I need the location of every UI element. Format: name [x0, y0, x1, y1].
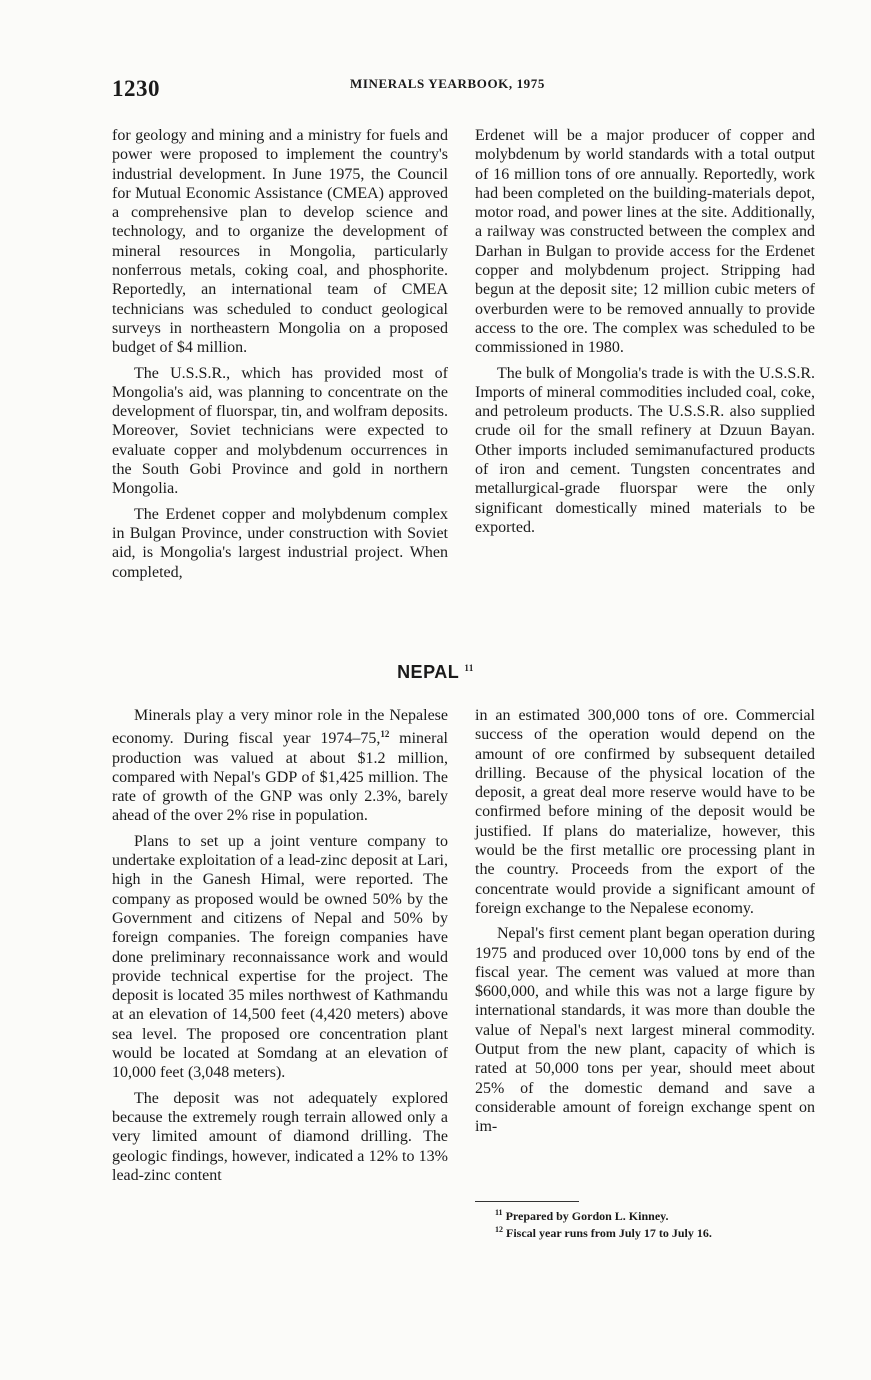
nepal-right-column [475, 706, 815, 1137]
nepal-left-column [112, 706, 448, 1185]
section-title: NEPAL [397, 662, 459, 682]
paragraph: Plans to set up a joint venture company to undertake exploitation of a lead-zinc deposit at Lari, high in the Ganesh Himal, were reported. The company as proposed would be owned 50% by the Government and citizens of Nepal and 50% by foreign companies. The foreign companies have done preliminary reconnaissance work and would provide technical expertise for the project. The deposit is located 35 miles northwest of Kathmandu at an elevation of 14,500 feet (4,420 meters) above sea level. The proposed ore concentration plant would be located at Somdang at an elevation of 10,000 feet (3,048 meters). [112, 832, 448, 1082]
footnote-text: Prepared by Gordon L. Kinney. [502, 1209, 669, 1223]
mongolia-right-column [475, 126, 815, 537]
paragraph: for geology and mining and a ministry for fuels and power were proposed to implement the country's industrial development. In June 1975, the Council for Mutual Economic Assistance (CMEA) approved a comprehensive plan to develop science and technology, and to organize the development of mineral resources in Mongolia, particularly nonferrous metals, coking coal, and phosphorite. Reportedly, an international team of CMEA technicians was scheduled to conduct geological surveys in northeastern Mongolia on a proposed budget of $4 million. [112, 127, 448, 357]
paragraph: Nepal's first cement plant began operation during 1975 and produced over 10,000 tons by end of the fiscal year. The cement was valued at more than $600,000, and while this was not a large figure by international standards, it was more than double the value of Nepal's next largest mineral commodity. Output from the new plant, capacity of which is rated at 50,000 tons per year, should meet about 25% of the domestic demand and save a considerable amount of foreign exchange spent on im- [475, 925, 815, 1136]
paragraph: The U.S.S.R., which has provided most of Mongolia's aid, was planning to concentrate on the development of fluorspar, tin, and wolfram deposits. Moreover, Soviet technicians were expected to evaluate copper and molybdenum occurrences in the South Gobi Province and gold in northern Mongolia. [112, 364, 448, 498]
paragraph: The bulk of Mongolia's trade is with the U.S.S.R. Imports of mineral commodities included coal, coke, and petroleum products. The U.S.S.R. also supplied crude oil for the small refinery at Dzuun Bayan. Other imports included semimanufactured products of iron and cement. Tungsten concentrates and metallurgical-grade fluorspar were the only significant domestically mined materials to be exported. [475, 364, 815, 536]
section-heading-nepal [0, 662, 871, 683]
running-title: MINERALS YEARBOOK, 1975 [350, 76, 545, 91]
page-number: 1230 [112, 76, 160, 101]
paragraph: in an estimated 300,000 tons of ore. Commercial success of the operation would depend on the amount of ore confirmed by subsequent detailed drilling. Because of the physical location of the deposit, a great deal more reserve would have to be confirmed before mining of the deposit would be justified. If plans do materialize, however, this would be the first metallic ore processing plant in the country. Proceeds from the export of the concentrate would provide a significant amount of foreign exchange to the Nepalese economy. [475, 707, 815, 917]
mongolia-left-column [112, 126, 448, 582]
footnote-mark: 11 [495, 1208, 503, 1217]
footnote-mark: 12 [495, 1225, 503, 1234]
footnote-reference: 11 [464, 663, 474, 673]
footnote [495, 1223, 825, 1240]
paragraph [112, 706, 448, 826]
paragraph: The Erdenet copper and molybdenum complex in Bulgan Province, under construction with Soviet aid, is Mongolia's largest industrial project. When completed, [112, 505, 448, 581]
paragraph: The deposit was not adequately explored because the extremely rough terrain allowed only a very limited amount of diamond drilling. The geologic findings, however, indicated a 12% to 13% lead-zinc content [112, 1089, 448, 1184]
footnote-reference: 12 [380, 729, 390, 740]
footnote [495, 1206, 825, 1223]
footnote-text: Fiscal year runs from July 17 to July 16. [503, 1226, 712, 1240]
footnote-divider [475, 1201, 579, 1202]
paragraph: Erdenet will be a major producer of copper and molybdenum by world standards with a total output of 16 million tons of ore annually. Reportedly, work had been completed on the building-materials depot, motor road, and power lines at the site. Additionally, a railway was constructed between the complex and Darhan in Bulgan to provide access for the Erdenet copper and molybdenum project. Stripping had begun at the deposit site; 12 million cubic meters of overburden were to be removed annually to provide access to the ore. The complex was scheduled to be commissioned in 1980. [475, 127, 815, 357]
footnotes [495, 1206, 825, 1240]
paragraph-text: Minerals play a very minor role in the Nepalese economy. During fiscal year 1974–75, [112, 707, 448, 748]
paragraph-text: mineral production was valued at about $1.2 million, compared with Nepal's GDP of $1,425 million. The rate of growth of the GNP was only 2.3%, barely ahead of the over 2% rise in population. [112, 730, 448, 825]
